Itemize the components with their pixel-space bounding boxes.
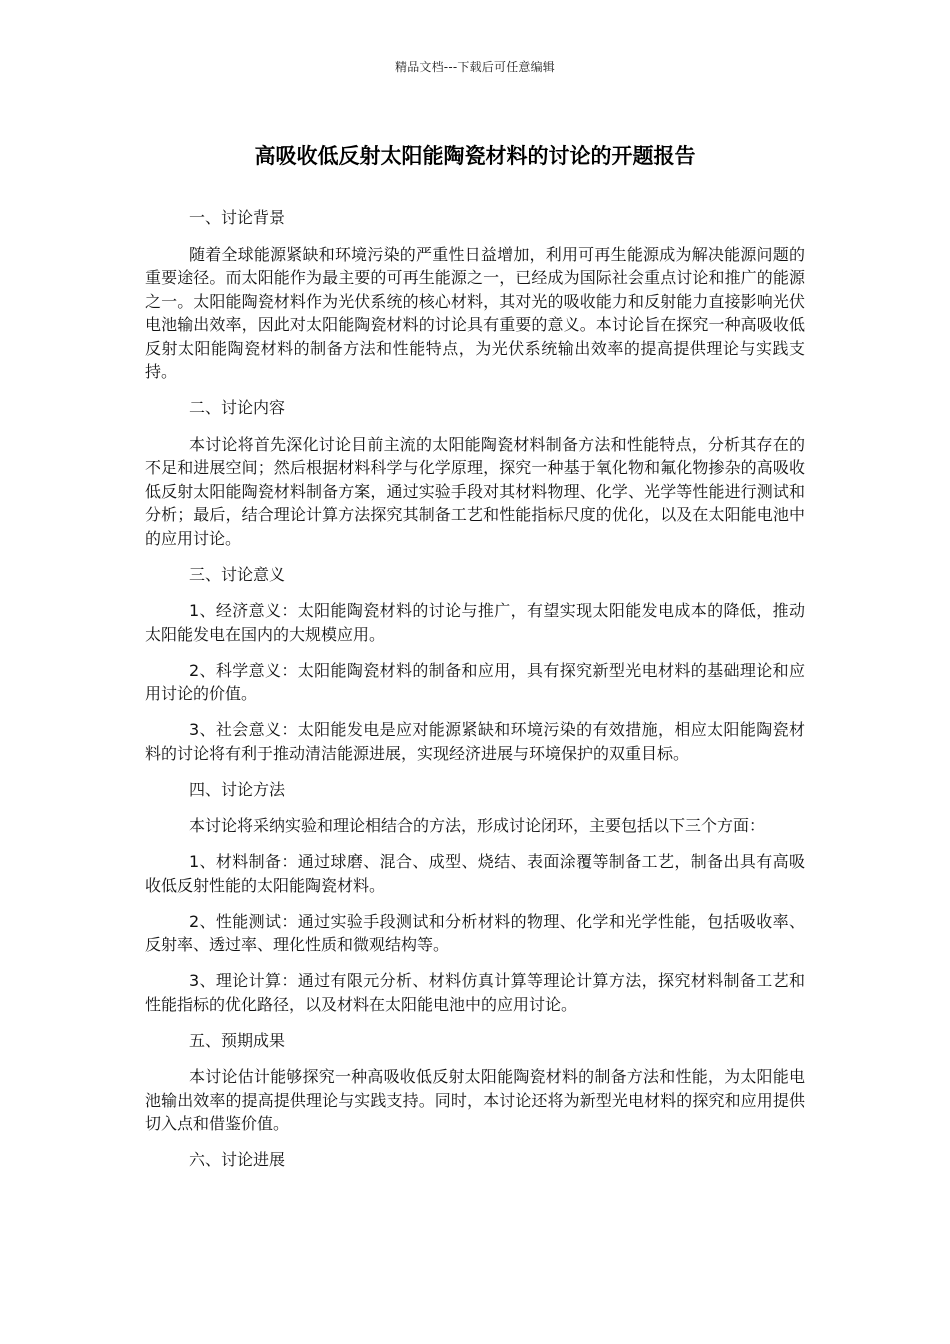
paragraph: 本讨论估计能够探究一种高吸收低反射太阳能陶瓷材料的制备方法和性能，为太阳能电池输出效率的提高提供理论与实践支持。同时，本讨论还将为新型光电材料的探究和应用提供切入点和借鉴价值。 (145, 1067, 805, 1133)
paragraph: 本讨论将采纳实验和理论相结合的方法，形成讨论闭环，主要包括以下三个方面： (189, 816, 766, 835)
paragraph: 1、材料制备：通过球磨、混合、成型、烧结、表面涂覆等制备工艺，制备出具有高吸收低反射性能的太阳能陶瓷材料。 (145, 852, 805, 895)
paragraph: 3、理论计算：通过有限元分析、材料仿真计算等理论计算方法，探究材料制备工艺和性能指标的优化路径，以及材料在太阳能电池中的应用讨论。 (145, 971, 805, 1014)
document-body (145, 206, 805, 1185)
section-heading-methods: 四、讨论方法 (189, 779, 286, 799)
paragraph: 本讨论将首先深化讨论目前主流的太阳能陶瓷材料制备方法和性能特点，分析其存在的不足和进展空间；然后根据材料科学与化学原理，探究一种基于氧化物和氟化物掺杂的高吸收低反射太阳能陶瓷材料制备方案，通过实验手段对其材料物理、化学、光学等性能进行测试和分析；最后，结合理论计算方法探究其制备工艺和性能指标尺度的优化，以及在太阳能电池中的应用讨论。 (145, 434, 805, 548)
paragraph: 2、科学意义：太阳能陶瓷材料的制备和应用，具有探究新型光电材料的基础理论和应用讨论的价值。 (145, 660, 805, 703)
paragraph: 随着全球能源紧缺和环境污染的严重性日益增加，利用可再生能源成为解决能源问题的重要途径。而太阳能作为最主要的可再生能源之一，已经成为国际社会重点讨论和推广的能源之一。太阳能陶瓷材料作为光伏系统的核心材料，其对光的吸收能力和反射能力直接影响光伏电池输出效率，因此对太阳能陶瓷材料的讨论具有重要的意义。本讨论旨在探究一种高吸收低反射太阳能陶瓷材料的制备方法和性能特点，为光伏系统输出效率的提高提供理论与实践支持。 (145, 244, 805, 381)
section-heading-outcomes: 五、预期成果 (189, 1030, 286, 1050)
paragraph: 1、经济意义：太阳能陶瓷材料的讨论与推广，有望实现太阳能发电成本的降低，推动太阳能发电在国内的大规模应用。 (145, 601, 805, 644)
section-heading-progress: 六、讨论进展 (189, 1150, 286, 1169)
document-title: 高吸收低反射太阳能陶瓷材料的讨论的开题报告 (254, 144, 696, 168)
paragraph: 2、性能测试：通过实验手段测试和分析材料的物理、化学和光学性能，包括吸收率、反射率、透过率、理化性质和微观结构等。 (145, 911, 805, 954)
section-heading-content: 二、讨论内容 (189, 398, 286, 417)
document-header-note: 精品文档---下载后可任意编辑 (395, 60, 555, 74)
section-heading-background: 一、讨论背景 (189, 208, 286, 227)
paragraph: 3、社会意义：太阳能发电是应对能源紧缺和环境污染的有效措施，相应太阳能陶瓷材料的讨论将有利于推动清洁能源进展，实现经济进展与环境保护的双重目标。 (145, 720, 805, 763)
section-heading-significance: 三、讨论意义 (189, 564, 286, 584)
